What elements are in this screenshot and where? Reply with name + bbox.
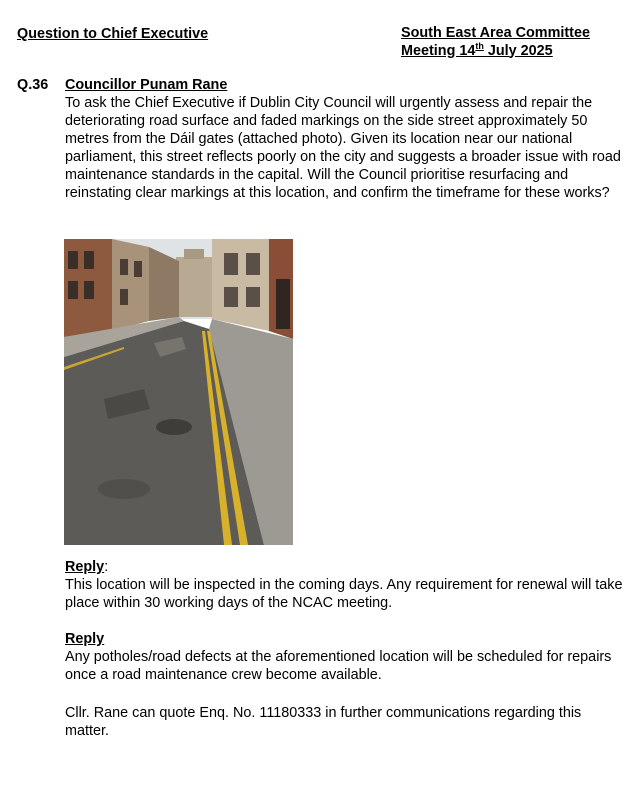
question-text: To ask the Chief Executive if Dublin City Council will urgently assess and repair the deteriorating road surface and faded markings on the side street approximately 50 metres from the Dáil gates (attached photo). Given its location near our national parliament, this street reflects poorly on the city and suggests a broader issue with road maintenance standards in the capital. Will the Council prioritise resurfacing and reinstating clear markings at this location, and confirm the timeframe for these works?	[65, 95, 621, 201]
document-title: Question to Chief Executive	[17, 26, 209, 42]
question-number: Q.36	[17, 77, 49, 93]
reply-heading-2: Reply	[65, 631, 105, 647]
reply-text-1: This location will be inspected in the coming days. Any requirement for renewal will take place within 30 working days of the NCAC meeting.	[65, 577, 623, 611]
meeting-date: Meeting 14th July 2025	[401, 40, 553, 59]
meeting-header	[401, 25, 590, 60]
committee-name: South East Area Committee	[401, 25, 590, 41]
enquiry-reference: Cllr. Rane can quote Enq. No. 11180333 in further communications regarding this matter.	[65, 705, 582, 739]
reply-heading-1: Reply:	[65, 559, 109, 575]
reply-text-2: Any potholes/road defects at the aforementioned location will be scheduled for repairs once a road maintenance crew become available.	[65, 649, 612, 683]
street-photo	[64, 239, 293, 545]
councillor-name: Councillor Punam Rane	[65, 77, 228, 93]
